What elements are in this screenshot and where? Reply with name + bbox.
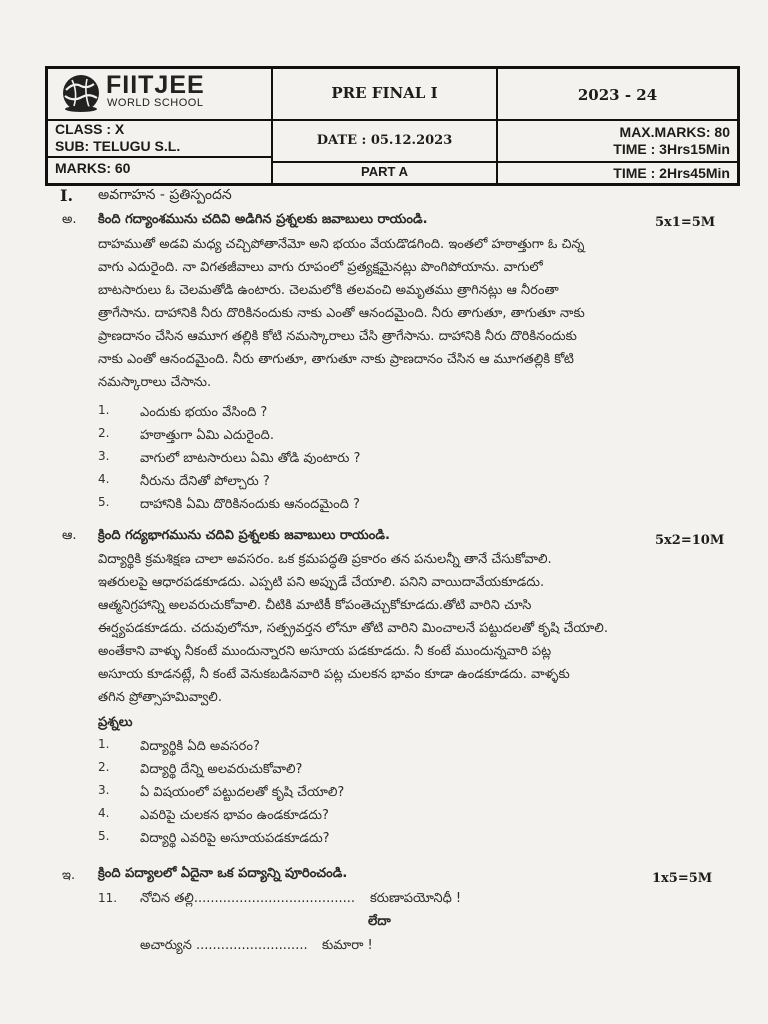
q3-marks: 1x5=5M <box>652 871 713 886</box>
logo-subtitle: WORLD SCHOOL <box>107 97 204 109</box>
passage-line: వాగు ఎదురైంది. నా విగతజీవాలు వాగు రూపంలో ప్రత్యక్షమైనట్లు పొంగిపోయాను. వాగులో <box>98 260 543 275</box>
poem-line-1-start: నోచిన తల్లి....................................... <box>140 891 355 906</box>
q3-label: ఇ. <box>62 868 76 883</box>
q1-instruction: కింది గద్యాంశమును చదివి అడిగిన ప్రశ్నలకు జవాబులు రాయండి. <box>98 212 428 227</box>
poem-line-2-start: అచార్యున ........................... <box>140 938 308 953</box>
section-number: I. <box>60 186 74 205</box>
total-time: TIME : 3Hrs15Min <box>613 141 730 157</box>
school-logo <box>60 68 220 116</box>
question-text: విద్యార్థి దేన్ని అలవరుచుకోవాలి? <box>140 762 303 777</box>
question-text: ఏ విషయంలో పట్టుదలతో కృషి చేయాలి? <box>140 785 345 800</box>
q1-marks: 5x1=5M <box>655 215 716 230</box>
q2-instruction: క్రింది గద్యభాగమును చదివి ప్రశ్నలకు జవాబులు రాయండి. <box>98 528 390 543</box>
exam-date: DATE : 05.12.2023 <box>316 133 453 148</box>
question-text: నీరును దేనితో పోల్చారు ? <box>140 474 270 489</box>
passage-line: ఈర్ష్యపడకూడదు. చదువులోనూ, సత్ప్రవర్తన లోనూ తోటి వారిని మించాలనే పట్టుదలతో కృషి చేయాలి. <box>98 621 608 636</box>
passage-line: అంతేకాని వాళ్ళు నీకంటే ముందున్నారని అసూయ పడకూడదు. నీ కంటే ముందున్నవారి పట్ల <box>98 644 552 659</box>
passage-line: దాహముతో అడవి మధ్య చచ్చిపోతానేమో అని భయం వేయడొడగింది. ఇంతలో హఠాత్తుగా ఓ చిన్న <box>98 237 585 252</box>
q2-marks: 5x2=10M <box>655 533 725 548</box>
question-text: విద్యార్థికి ఏది అవసరం? <box>140 739 260 754</box>
logo-name: FIITJEE <box>106 71 205 99</box>
question-number: 3. <box>98 783 110 797</box>
passage-line: తగిన ప్రోత్సాహమివ్వాలి. <box>98 690 222 705</box>
q2-label: ఆ. <box>62 528 77 543</box>
globe-icon <box>60 72 102 114</box>
part-time: TIME : 2Hrs45Min <box>613 165 730 181</box>
passage-line: త్రాగేసాను. దాహానికి నీరు దొరికినందుకు నాకు ఎంతో ఆనందమైంది. నీరు తాగుతూ, తాగుతూ నాకు <box>98 306 585 321</box>
passage-line: విద్యార్థికి క్రమశిక్షణ చాలా అవసరం. ఒక క్రమపద్ధతి ప్రకారం తన పనులన్నీ తానే చేసుకోవాలి. <box>98 552 552 567</box>
q3-instruction: క్రింది పద్యాలలో ఏదైనా ఒక పద్యాన్ని పూరించండి. <box>98 866 348 881</box>
exam-title: PRE FINAL I <box>331 84 438 102</box>
question-number: 3. <box>98 449 110 463</box>
passage-line: ప్రాణదానం చేసిన ఆమూగ తల్లికి కోటి నమస్కారాలు చేసి త్రాగేసాను. దాహానికి నీరు దొరికినందుకు <box>98 329 577 344</box>
question-text: విద్యార్థి ఎవరిపై అసూయపడకూడదు? <box>140 831 330 846</box>
question-number: 5. <box>98 829 110 843</box>
question-number: 1. <box>98 403 110 417</box>
questions-heading: ప్రశ్నలు <box>98 715 133 730</box>
part-label: PART A <box>361 164 408 179</box>
question-number: 11. <box>98 891 118 905</box>
question-number: 2. <box>98 760 110 774</box>
poem-line-2-end: కుమారా ! <box>322 938 373 953</box>
question-number: 4. <box>98 806 110 820</box>
passage-line: బాటసారులు ఓ చెలమతోడి ఉంటారు. చెలమలోకి తలవంచి అమృతము త్రాగినట్లు ఆ నీరంతా <box>98 283 559 298</box>
poem-line-1-end: కరుణాపయోనిధీ ! <box>370 891 462 906</box>
passage-line: నాకు ఎంతో ఆనందమైంది. నీరు తాగుతూ, తాగుతూ నాకు ప్రాణదానం చేసిన ఆ మూగతల్లికి కోటి <box>98 352 574 367</box>
passage-line: ఇతరులపై ఆధారపడకూడదు. ఎప్పటి పని అప్పుడే చేయాలి. పనిని వాయిదావేయకూడదు. <box>98 575 545 590</box>
marks-label: MARKS: 60 <box>55 160 131 176</box>
question-text: హఠాత్తుగా ఏమి ఎదురైంది. <box>140 428 274 443</box>
academic-year: 2023 - 24 <box>577 86 658 104</box>
section-title: అవగాహన - ప్రతిస్పందన <box>98 187 232 203</box>
or-label: లేదా <box>368 914 391 929</box>
question-number: 2. <box>98 426 110 440</box>
question-number: 4. <box>98 472 110 486</box>
passage-line: అసూయ కూడనట్లే, నీ కంటే వెనుకబడినవారి పట్ల చులకన భావం కూడా ఉండకూడదు. వాళ్ళకు <box>98 667 570 682</box>
question-number: 5. <box>98 495 110 509</box>
question-text: వాగులో బాటసారులు ఏమి తోడి వుంటారు ? <box>140 451 361 466</box>
q1-label: అ. <box>62 212 77 227</box>
max-marks: MAX.MARKS: 80 <box>619 124 730 140</box>
question-number: 1. <box>98 737 110 751</box>
passage-line: ఆత్మనిగ్రహాన్ని అలవరుచుకోవాలి. చీటికి మాటికీ కోపంతెచ్చుకోకూడదు.తోటి వారిని చూసి <box>98 598 532 613</box>
passage-line: నమస్కారాలు చేసాను. <box>98 375 212 390</box>
question-text: ఎందుకు భయం వేసింది ? <box>140 405 268 420</box>
subject-label: SUB: TELUGU S.L. <box>55 138 181 154</box>
question-text: ఎవరిపై చులకన భావం ఉండకూడదు? <box>140 808 329 823</box>
question-text: దాహానికి ఏమి దొరికినందుకు ఆనందమైంది ? <box>140 497 360 512</box>
class-label: CLASS : X <box>55 121 125 137</box>
